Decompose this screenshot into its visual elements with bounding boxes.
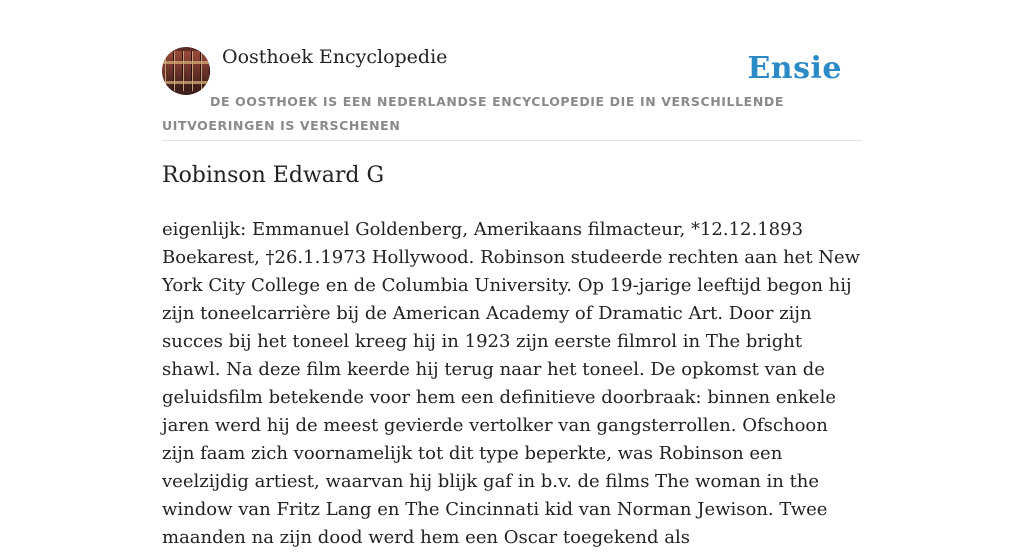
encyclopedia-books-avatar[interactable] xyxy=(162,47,210,95)
site-header xyxy=(162,46,862,141)
article-title: Robinson Edward G xyxy=(162,163,385,188)
site-name[interactable]: Oosthoek Encyclopedie xyxy=(222,46,448,68)
article-body: eigenlijk: Emmanuel Goldenberg, Amerikaans filmacteur, *12.12.1893 Boekarest, †26.1.1973 Hollywood. Robinson studeerde rechten aan het New York City College en de Columbia University. Op 19-jarige leeftijd begon hij zijn toneelcarrière bij de American Academy of Dramatic Art. Door zijn succes bij het toneel kreeg hij in 1923 zijn eerste filmrol in The bright shawl. Na deze film keerde hij terug naar het toneel. De opkomst van de geluidsfilm betekende voor hem een definitieve doorbraak: binnen enkele jaren werd hij de meest gevierde vertolker van gangsterrollen. Ofschoon zijn faam zich voornamelijk tot dit type beperkte, was Robinson een veelzijdig artiest, waarvan hij blijk gaf in b.v. de films The woman in the window van Fritz Lang en The Cincinnati kid van Norman Jewison. Twee maanden na zijn dood werd hem een Oscar toegekend als xyxy=(162,219,861,548)
site-tagline: DE OOSTHOEK IS EEN NEDERLANDSE ENCYCLOPEDIE DIE IN VERSCHILLENDE UITVOERINGEN IS VERSCHENEN xyxy=(162,94,784,133)
ensie-logo[interactable]: Ensie xyxy=(747,51,842,86)
